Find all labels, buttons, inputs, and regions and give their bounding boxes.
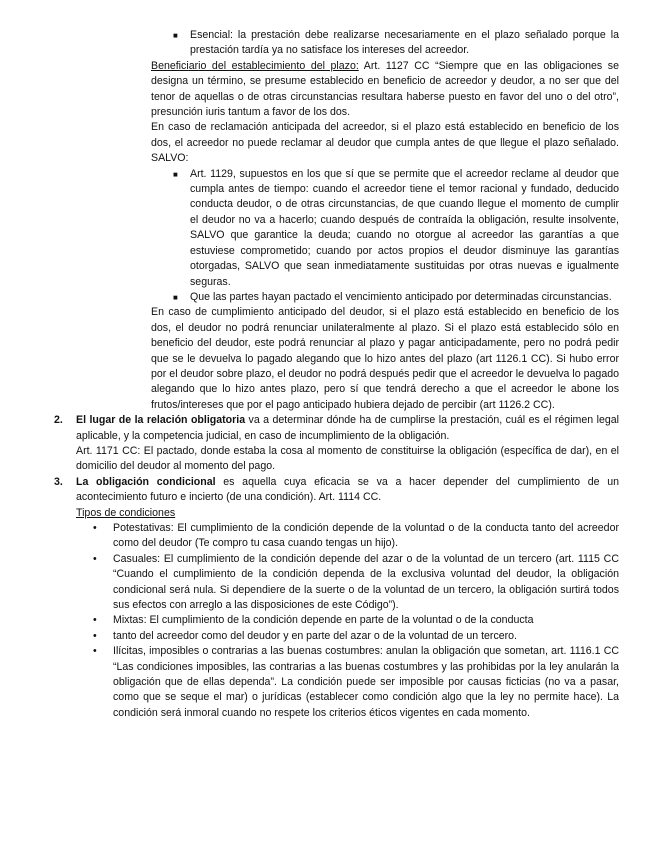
subsection-heading: Tipos de condiciones (76, 506, 176, 519)
square-bullet-icon: ■ (173, 292, 178, 302)
list-item: ■ Art. 1129, supuestos en los que sí que se permite que el acreedor reclame al deudor que cumpla antes de tiempo: cuando el acreedor tiene el temor racional y fundado, deducido conducta deudor, o de otras circunstancias, de que cuando llegue el momento de cumplir el deudor no va a hacerlo; cuando después de contraída la obligación, resulte insolvente, SALVO que garantice la deuda; cuando no otorgue al acreedor las garantías a que estuviese comprometido; cuando por actos propios el deudor disminuye las garantías otorgadas, SALVO que sean inmediatamente sustituidas por otras nuevas e igualmente seguras. (173, 167, 619, 288)
list-number: 2. (54, 414, 63, 427)
paragraph: Art. 1171 CC: El pactado, donde estaba la cosa al momento de constituirse la obligación (específica de dar), en el domicilio del deudor al momento del pago. (76, 444, 619, 473)
section-heading: Beneficiario del establecimiento del plazo: (151, 59, 359, 72)
numbered-item-3: 3. La obligación condicional es aquella cuya eficacia se va a hacer depender del cumplimiento de un acontecimiento futuro e incierto (de una condición). Art. 1114 CC. (54, 475, 619, 504)
list-item: • Ilícitas, imposibles o contrarias a las buenas costumbres: anulan la obligación que sometan, art. 1116.1 CC “Las condiciones imposibles, las contrarias a las buenas costumbres y las prohibidas por la ley anularán la obligación que de ellas dependa”. La condición puede ser imposible por causas ficticias (no va a pasar, como que se seque el mar) o jurídicas (establecer como condición algo que la ley no permite hace). La condición será inmoral cuando no respete los criterios éticos vigentes en cada momento. (93, 645, 619, 719)
list-item: • Mixtas: El cumplimiento de la condición depende en parte de la voluntad o de la conducta (113, 613, 619, 628)
bullet-icon: • (93, 522, 97, 534)
list-item: ■ Esencial: la prestación debe realizarse necesariamente en el plazo señalado porque la prestación tardía ya no satisface los intereses del acreedor. (173, 29, 619, 57)
square-bullet-icon: ■ (173, 169, 178, 179)
bullet-icon: • (93, 629, 97, 642)
numbered-item-2: 2. El lugar de la relación obligatoria va a determinar dónde ha de cumplirse la prestación, cuál es el régimen legal aplicable, y la competencia judicial, en caso de incumplimiento de la obligación. (54, 414, 619, 442)
square-bullet-icon: ■ (173, 31, 178, 40)
list-item: • Potestativas: El cumplimiento de la condición depende de la voluntad o de la conducta tanto del acreedor como del deudor (Te compro tu casa cuando tengas un hijo). (93, 522, 619, 550)
document-page (0, 28, 655, 721)
list-item: • tanto del acreedor como del deudor y en parte del azar o de la voluntad de un tercero. (113, 629, 619, 644)
bullet-icon: • (93, 614, 97, 627)
list-number: 3. (54, 475, 63, 488)
bullet-icon: • (93, 552, 97, 565)
beneficiario-paragraph: Beneficiario del establecimiento del plazo: Art. 1127 CC “Siempre que en las obligaciones se designa un término, se presume establecido en beneficio de acreedor y deudor, a no ser que del tenor de aquellas o de otras circunstancias resultara haberse puesto en favor del uno o del otro”, presunción iuris tantum a favor de los dos. (151, 59, 619, 119)
list-item: ■ Que las partes hayan pactado el vencimiento anticipado por determinadas circunstancias. (151, 290, 619, 305)
paragraph: En caso de reclamación anticipada del acreedor, si el plazo está establecido en beneficio de los dos, el acreedor no puede reclamar al deudor que cumpla antes de que llegue el plazo señalado. SALVO: (151, 121, 619, 165)
paragraph: En caso de cumplimiento anticipado del deudor, si el plazo está establecido en beneficio de los dos, el deudor no podrá renunciar unilateralmente al plazo. Si el plazo está establecido sólo en beneficio del deudor, este podrá renunciar al plazo y pagar anticipadamente, pero no podrá pedir que se le devuelva lo pagado alegando que lo hizo antes del plazo (art 1126.1 CC). Si hubo error por el deudor sobre plazo, el deudor no podrá después pedir que el acreedor le devuelva lo pagado alegando que lo hizo antes plazo, pero sí que tendrá derecho a que el acreedor le abone los frutos/intereses que por el pago anticipado hubiera dejado de percibir (art 1126.2 CC). (151, 306, 619, 411)
list-item: • Casuales: El cumplimiento de la condición depende del azar o de la voluntad de un tercero (art. 1115 CC “Cuando el cumplimiento de la condición dependa de la exclusiva voluntad del deudor, la obligación condicional será nula. Si dependiere de la suerte o de la voluntad de un tercero, la obligación surtirá todos sus efectos con arreglo a las disposiciones de este Código”). (93, 552, 619, 612)
bullet-icon: • (93, 645, 97, 658)
